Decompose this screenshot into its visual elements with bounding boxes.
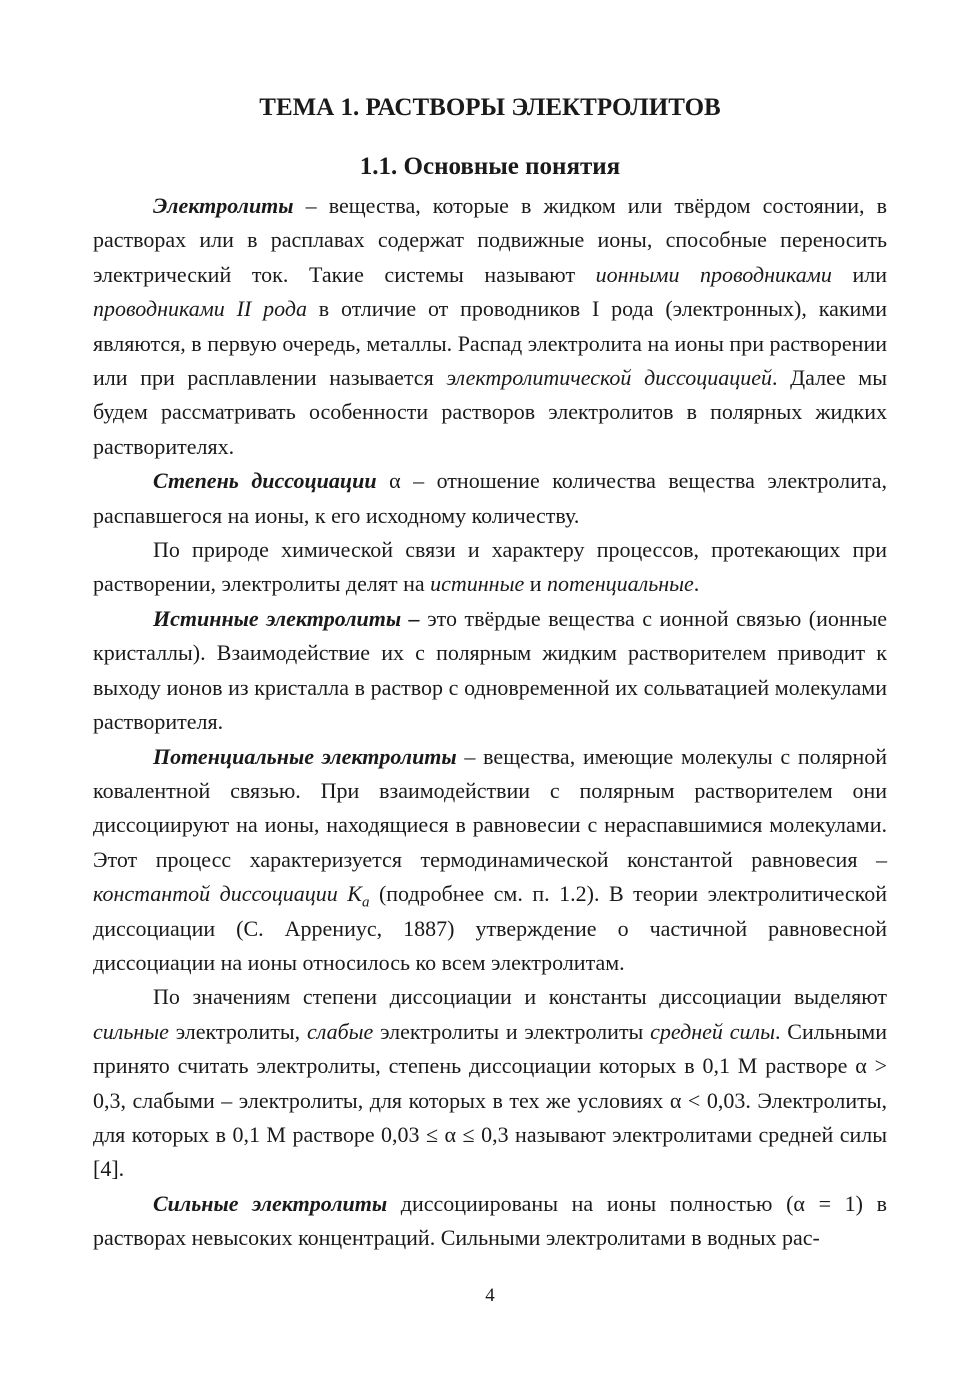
text-span: диссоциированы на ионы полностью (α = 1) в растворах невысоких концентраций. Сильными электролитами в водных рас- <box>93 1190 887 1251</box>
paragraph-true-electrolytes <box>93 602 887 740</box>
italic-span: сильные <box>93 1018 169 1044</box>
term-true-electrolytes: Истинные электролиты – <box>153 605 420 631</box>
topic-title: ТЕМА 1. РАСТВОРЫ ЭЛЕКТРОЛИТОВ <box>259 94 721 121</box>
italic-span: потенциальные <box>547 571 694 597</box>
paragraph-dissociation-degree <box>93 464 887 533</box>
term-potential-electrolytes: Потенциальные электролиты <box>153 743 457 769</box>
paragraph-classification <box>93 533 887 602</box>
italic-span: средней силы <box>650 1018 775 1044</box>
paragraph-potential-electrolytes <box>93 740 887 981</box>
text-span: (подробнее см. п. 1.2). В теории электролитической диссоциации (С. Аррениус, 1887) утверждение о частичной равновесной диссоциации на ионы относилось ко всем электролитам. <box>93 881 888 975</box>
italic-span: электролитической диссоциацией <box>446 365 772 391</box>
term-electrolytes: Электролиты <box>153 193 294 218</box>
page-number: 4 <box>485 1285 495 1306</box>
dissociation-constant-symbol <box>347 881 370 911</box>
text-span: это твёрдые вещества с ионной связью (ионные кристаллы). Взаимодействие их с полярным жидким растворителем приводит к выходу ионов из кристалла в раствор с одновременной их сольватацией молекулами растворителя. <box>93 605 887 735</box>
italic-span: ионными проводниками <box>595 261 832 287</box>
text-span: . Сильными принято считать электролиты, степень диссоциации которых в 0,1 М растворе α > 0,3, слабыми – электролиты, для которых в тех же условиях α < 0,03. Электролиты, для которых в 0,1 М растворе 0,03 ≤ α ≤ 0,3 называют электролитами средней силы [4]. <box>93 1018 887 1182</box>
body-text <box>93 189 887 1256</box>
symbol-k: K <box>347 881 362 907</box>
text-span: По значениям степени диссоциации и константы диссоциации выделяют <box>153 984 887 1010</box>
symbol-subscript: a <box>361 894 370 911</box>
text-span: . Далее мы будем рассматривать особенности растворов электролитов в полярных жидких растворителях. <box>93 365 887 459</box>
paragraph-electrolytes <box>93 189 887 464</box>
italic-span: истинные <box>430 571 525 597</box>
section-title: 1.1. Основные понятия <box>359 153 621 180</box>
text-span: – вещества, имеющие молекулы с полярной ковалентной связью. При взаимодействии с полярным растворителем они диссоциируют на ионы, находящиеся в равновесии с нераспавшимися молекулами. Этот процесс характеризуется термодинамической константой равновесия – <box>93 743 887 872</box>
text-span: электролиты, <box>168 1018 307 1044</box>
text-span: По природе химической связи и характеру процессов, протекающих при растворении, электролиты делят на <box>93 537 887 597</box>
paragraph-strong-electrolytes <box>93 1187 887 1256</box>
text-span: электролиты и электролиты <box>373 1018 651 1044</box>
italic-span: проводниками II рода <box>93 296 307 322</box>
text-span: . <box>693 571 700 597</box>
paragraph-strength-classes <box>93 980 887 1186</box>
italic-span: слабые <box>306 1018 374 1044</box>
text-span: и <box>524 571 548 597</box>
text-span: или <box>831 261 887 287</box>
text-span: α – отношение количества вещества электролита, распавшегося на ионы, к его исходному количеству. <box>93 468 887 528</box>
text-span: в отличие от проводников I рода (электронных), какими являются, в первую очередь, металлы. Распад электролита на ионы при растворении или при расплавлении называется <box>93 296 887 391</box>
term-strong-electrolytes: Сильные электролиты <box>153 1190 388 1216</box>
italic-span: константой диссоциации <box>93 881 348 907</box>
term-dissociation-degree: Степень диссоциации <box>153 468 377 494</box>
text-span: – вещества, которые в жидком или твёрдом состоянии, в растворах или в расплавах содержат подвижные ионы, способные переносить электрический ток. Такие системы называют <box>93 193 887 287</box>
